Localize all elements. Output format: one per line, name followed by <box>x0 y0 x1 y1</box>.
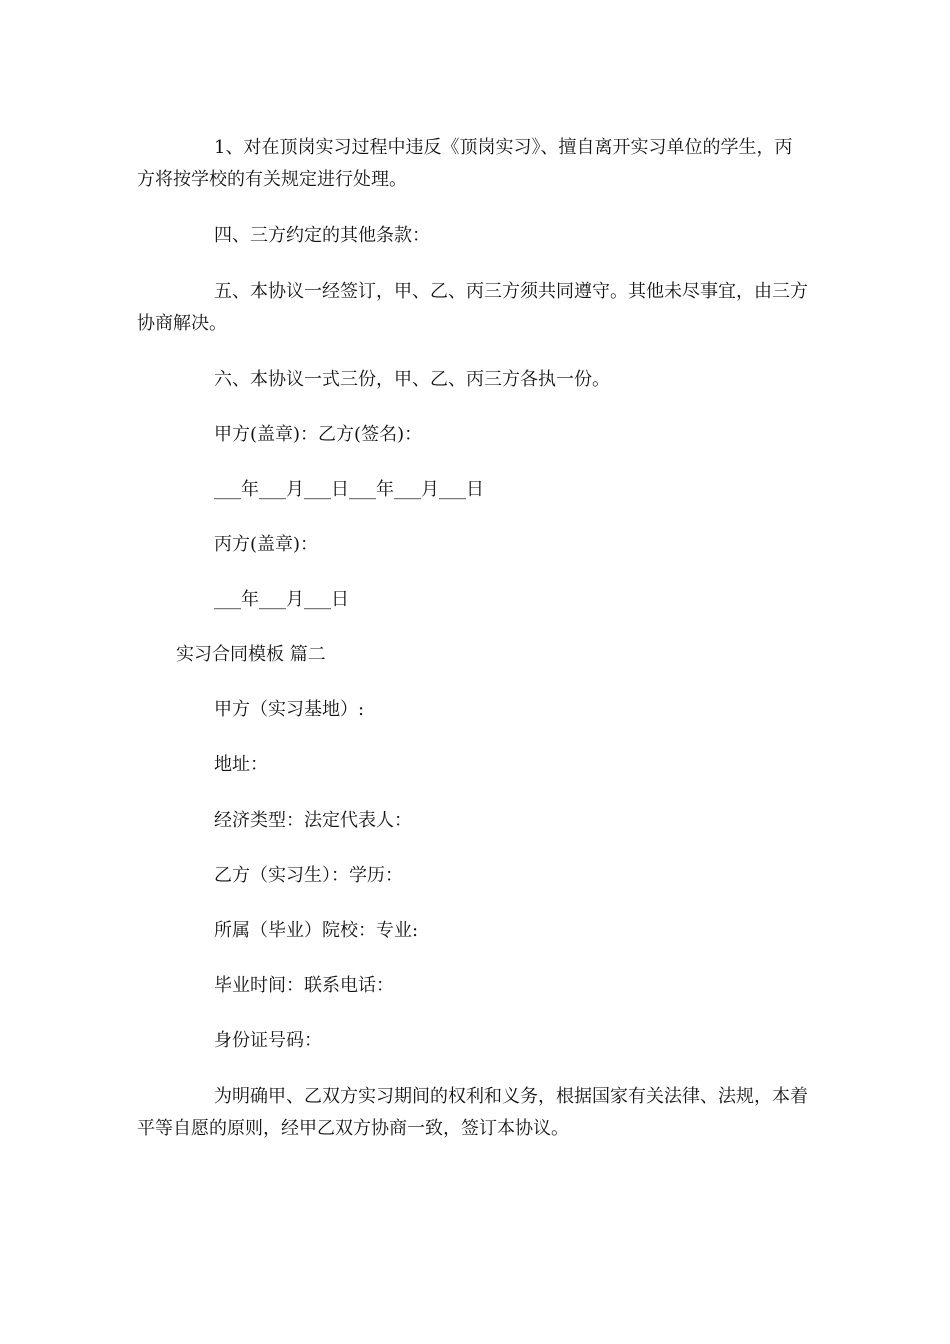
field-economy-type: 经济类型：法定代表人： <box>214 810 412 831</box>
field-id-number: 身份证号码： <box>214 1030 322 1051</box>
closing-paragraph: 为明确甲、乙双方实习期间的权利和义务，根据国家有关法律、法规，本着平等自愿的原则，经甲乙双方协商一致，签订本协议。 <box>137 1086 808 1139</box>
signature-party-a-b: 甲方(盖章)：乙方(签名)： <box>214 424 423 445</box>
clause-other-terms: 四、三方约定的其他条款： <box>214 225 430 246</box>
clause-violation-paragraph: 1、对在顶岗实习过程中违反《顶岗实习》、擅自离开实习单位的学生，丙方将按学校的有关规定进行处理。 <box>137 137 793 190</box>
field-party-a: 甲方（实习基地）: <box>214 699 365 720</box>
field-party-b: 乙方（实习生）：学历： <box>214 865 403 886</box>
section-title: 实习合同模板 篇二 <box>176 644 326 665</box>
clause-five: 五、本协议一经签订，甲、乙、丙三方须共同遵守。其他未尽事宜，由三方协商解决。 <box>137 281 808 334</box>
clause-six: 六、本协议一式三份，甲、乙、丙三方各执一份。 <box>214 369 610 390</box>
field-address: 地址： <box>214 754 268 775</box>
date-line-single: ___年___月___日 <box>214 589 349 610</box>
date-line-double: ___年___月___日___年___月___日 <box>214 479 484 500</box>
field-graduation: 毕业时间：联系电话： <box>214 975 394 996</box>
signature-party-c: 丙方(盖章)： <box>214 534 319 555</box>
field-school: 所属（毕业）院校：专业: <box>214 920 419 941</box>
